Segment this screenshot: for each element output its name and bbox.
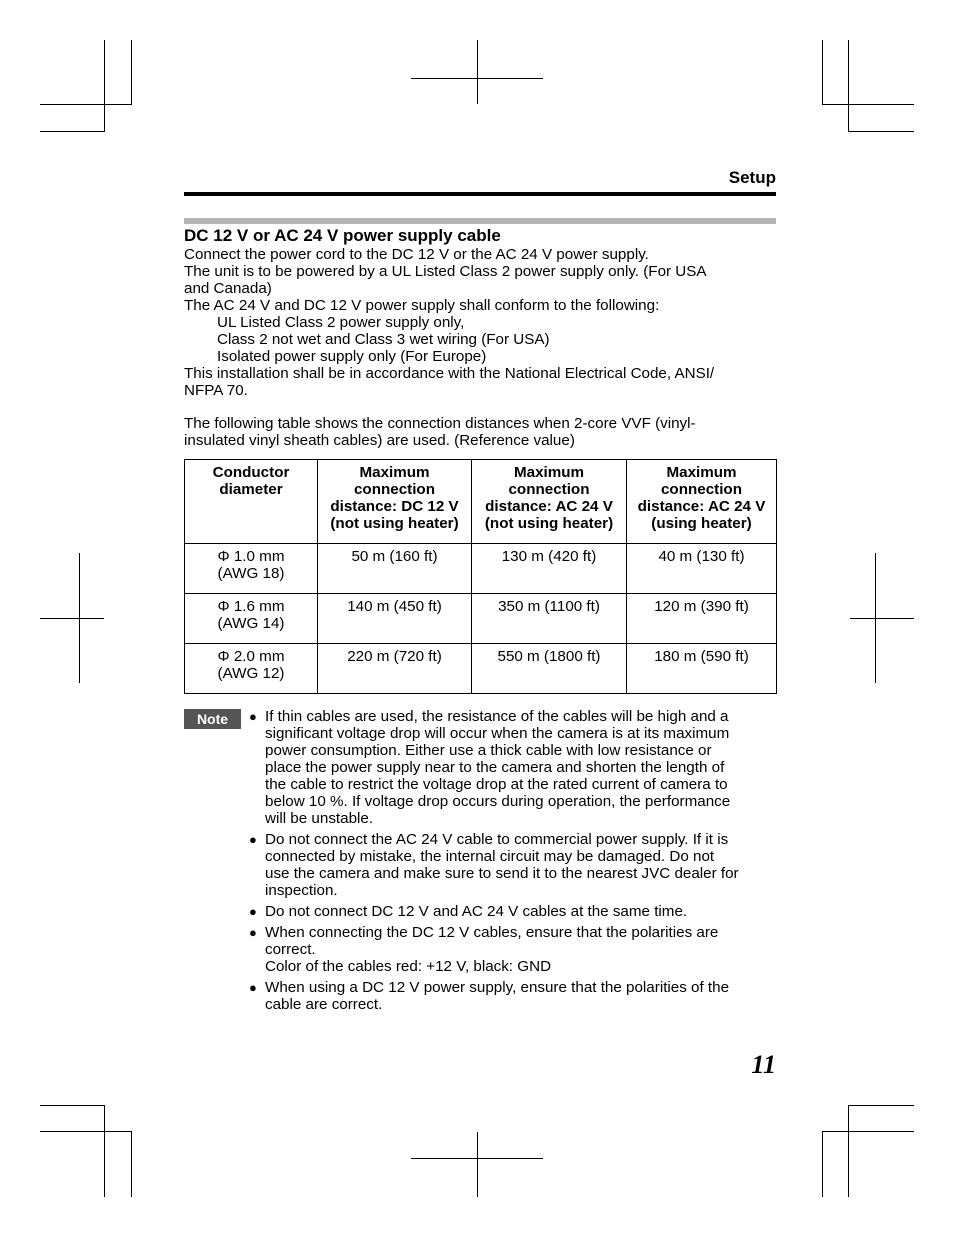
conform-item: Isolated power supply only (For Europe)	[217, 348, 487, 365]
conform-item: UL Listed Class 2 power supply only,	[217, 314, 465, 331]
table-row	[185, 594, 777, 644]
crop-mark	[477, 1132, 478, 1197]
cell-dc12: 140 m (450 ft)	[318, 594, 472, 644]
crop-mark	[131, 1131, 132, 1197]
section-body	[184, 226, 776, 449]
crop-mark	[477, 40, 478, 104]
cell-ac24-heater: 40 m (130 ft)	[627, 544, 777, 594]
bullet-icon: ●	[249, 904, 257, 919]
list-item: ● When connecting the DC 12 V cables, ensure that the polarities are correct. Color of the cables red: +12 V, black: GND	[249, 924, 719, 975]
table-intro: insulated vinyl sheath cables) are used. (Reference value)	[184, 432, 575, 449]
crop-mark	[822, 104, 914, 105]
distance-table	[184, 459, 777, 694]
list-item: ● If thin cables are used, the resistance of the cables will be high and a significant voltage drop will occur when the camera is at its maximum power consumption. Either use a thick cable with low resistance or place the power supply near to the camera and shorten the length of the cable to restrict the voltage drop at the rated current of camera to below 10 %. If voltage drop occurs during operation, the performance will be unstable.	[249, 708, 731, 827]
header-rule	[184, 192, 776, 196]
note-list	[247, 708, 779, 1017]
crop-mark	[411, 1158, 543, 1159]
header-ac24: Maximum connection distance: AC 24 V (not using heater)	[472, 460, 627, 544]
bullet-icon: ●	[249, 832, 257, 847]
cell-ac24: 130 m (420 ft)	[472, 544, 627, 594]
header-ac24-heater: Maximum connection distance: AC 24 V (using heater)	[627, 460, 777, 544]
cell-ac24: 350 m (1100 ft)	[472, 594, 627, 644]
conform-item: Class 2 not wet and Class 3 wet wiring (For USA)	[217, 331, 550, 348]
cell-ac24-heater: 120 m (390 ft)	[627, 594, 777, 644]
list-item: ● When using a DC 12 V power supply, ensure that the polarities of the cable are correct.	[249, 979, 730, 1013]
crop-mark	[104, 1105, 105, 1197]
table-intro: The following table shows the connection distances when 2-core VVF (vinyl-	[184, 415, 696, 432]
list-item: ● Do not connect DC 12 V and AC 24 V cables at the same time.	[249, 903, 688, 920]
body-line: The unit is to be powered by a UL Listed Class 2 power supply only. (For USA	[184, 263, 707, 280]
cell-diameter: Φ 1.0 mm (AWG 18)	[185, 544, 318, 594]
crop-mark	[40, 104, 132, 105]
header-dc12: Maximum connection distance: DC 12 V (not using heater)	[318, 460, 472, 544]
crop-mark	[822, 1131, 823, 1197]
section-title: DC 12 V or AC 24 V power supply cable	[184, 226, 501, 245]
bullet-icon: ●	[249, 925, 257, 940]
body-line: and Canada)	[184, 280, 272, 297]
crop-mark	[411, 78, 543, 79]
section-label: Setup	[728, 168, 776, 187]
cell-diameter: Φ 1.6 mm (AWG 14)	[185, 594, 318, 644]
crop-mark	[822, 1131, 914, 1132]
cell-ac24: 550 m (1800 ft)	[472, 644, 627, 694]
crop-mark	[848, 40, 849, 132]
crop-mark	[848, 1105, 914, 1106]
crop-mark	[850, 618, 914, 619]
crop-mark	[40, 1105, 105, 1106]
table-row	[185, 544, 777, 594]
body-line: This installation shall be in accordance with the National Electrical Code, ANSI/	[184, 365, 715, 382]
cell-dc12: 220 m (720 ft)	[318, 644, 472, 694]
crop-mark	[40, 618, 104, 619]
crop-mark	[822, 40, 823, 105]
table-row	[185, 644, 777, 694]
crop-mark	[40, 131, 105, 132]
section-rule	[184, 218, 776, 224]
table-header-row	[185, 460, 777, 544]
crop-mark	[104, 40, 105, 132]
bullet-icon: ●	[249, 980, 257, 995]
page-number: 11	[751, 1050, 776, 1079]
crop-mark	[40, 1131, 132, 1132]
cell-diameter: Φ 2.0 mm (AWG 12)	[185, 644, 318, 694]
cell-dc12: 50 m (160 ft)	[318, 544, 472, 594]
body-line: The AC 24 V and DC 12 V power supply shall conform to the following:	[184, 297, 660, 314]
note-badge: Note	[184, 709, 241, 729]
crop-mark	[848, 1105, 849, 1197]
crop-mark	[848, 131, 914, 132]
crop-mark	[131, 40, 132, 105]
bullet-icon: ●	[249, 709, 257, 724]
body-line: Connect the power cord to the DC 12 V or the AC 24 V power supply.	[184, 246, 649, 263]
list-item: ● Do not connect the AC 24 V cable to commercial power supply. If it is connected by mistake, the internal circuit may be damaged. Do not use the camera and make sure to send it to the nearest JVC dealer for inspection.	[249, 831, 739, 899]
cell-ac24-heater: 180 m (590 ft)	[627, 644, 777, 694]
header-conductor-diameter: Conductor diameter	[185, 460, 318, 544]
body-line: NFPA 70.	[184, 382, 248, 399]
